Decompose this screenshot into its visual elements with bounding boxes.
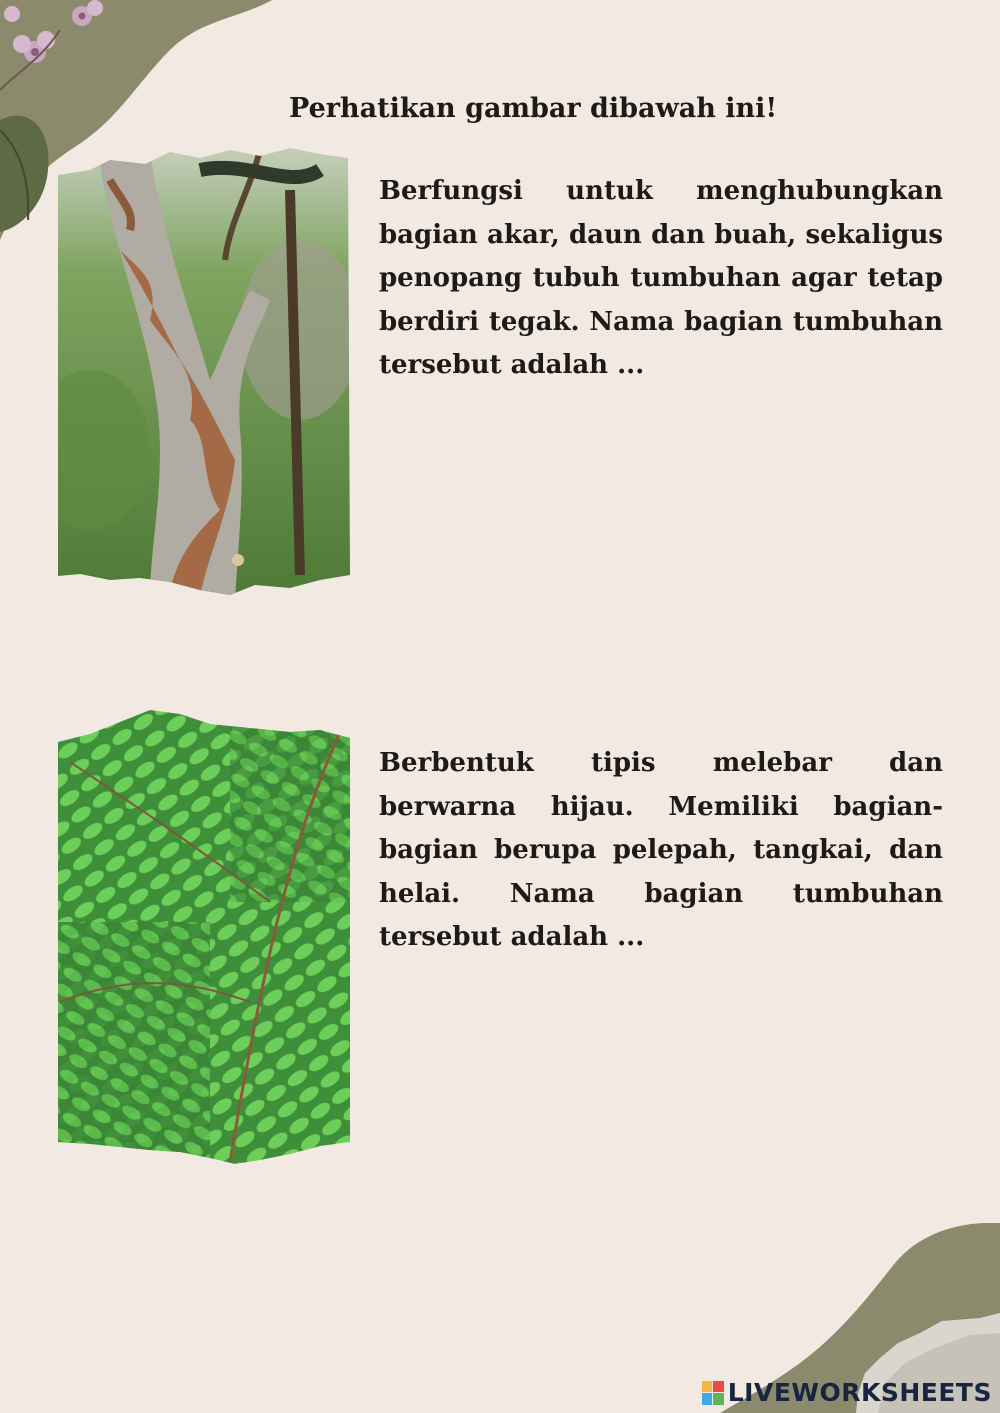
liveworksheets-logo-icon: [702, 1381, 724, 1405]
liveworksheets-logo: [702, 1378, 992, 1407]
question-2-text: Berbentuk tipis melebar dan berwarna hijau. Memiliki bagian-bagian berupa pelepah, tangkai, dan helai. Nama bagian tumbuhan tersebut adalah ...: [379, 748, 943, 952]
compound-leaf-photo: [50, 702, 356, 1172]
tree-trunk-photo: [50, 130, 356, 600]
page-title: Perhatikan gambar dibawah ini!: [289, 93, 778, 124]
leaf-icon: [0, 116, 48, 232]
question-1-text: Berfungsi untuk menghubungkan bagian akar, daun dan buah, sekaligus penopang tubuh tumbuhan agar tetap berdiri tegak. Nama bagian tumbuhan tersebut adalah ...: [379, 176, 943, 380]
logo-text: LIVEWORKSHEETS: [727, 1378, 992, 1407]
